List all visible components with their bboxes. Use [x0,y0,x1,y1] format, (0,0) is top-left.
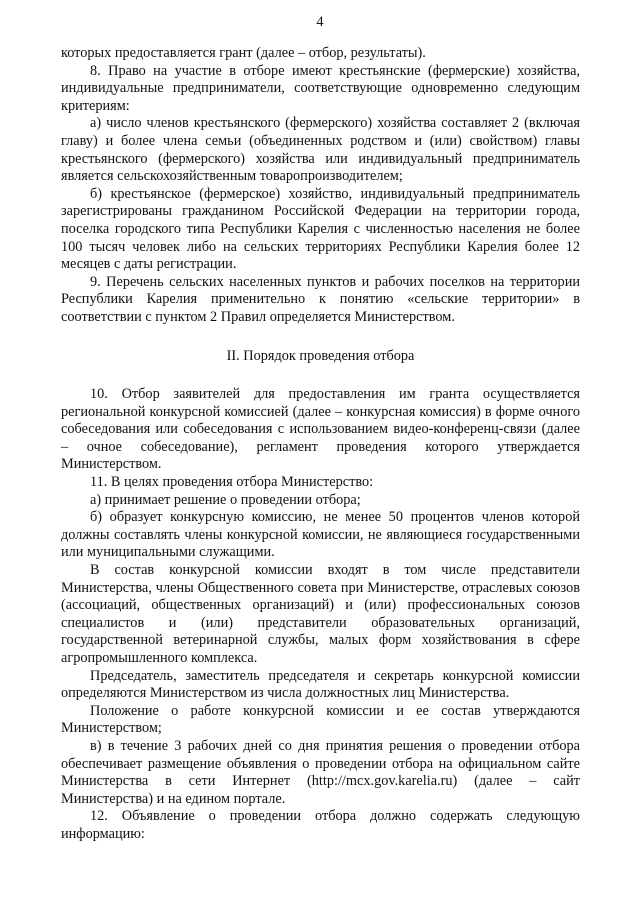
paragraph: Положение о работе конкурсной комиссии и ее состав утверждаются Министерством; [61,702,580,737]
section-heading: II. Порядок проведения отбора [226,347,415,364]
paragraph: б) крестьянское (фермерское) хозяйство, индивидуальный предприниматель зарегистрированы гражданином Российской Федерации на территории города, поселка городского типа Республики Карелия с численностью населения не более 100 тысяч человек либо на сельских территориях Республики Карелия более 12 месяцев с даты регистрации. [61,185,580,273]
paragraph: в) в течение 3 рабочих дней со дня принятия решения о проведении отбора обеспечивает размещение объявления о проведении отбора на официальном сайте Министерства в сети Интернет (http://mcx.gov.karelia.ru) (далее – сайт Министерства) и на едином портале. [61,737,580,807]
paragraph: 10. Отбор заявителей для предоставления им гранта осуществляется региональной конкурсной комиссией (далее – конкурсная комиссия) в форме очного собеседования или собеседования с использованием видео-конференц-связи (далее – очное собеседование), регламент проведения которого утверждается Министерством. [61,386,580,473]
paragraph: 12. Объявление о проведении отбора должно содержать следующую информацию: [61,808,580,842]
paragraph: а) число членов крестьянского (фермерского) хозяйства составляет 2 (включая главу) и более члена семьи (объединенных родством и (или) свойством) главы крестьянского (фермерского) хозяйства или индивидуальный предприниматель является сельскохозяйственным товаропроизводителем; [61,115,580,185]
paragraph: которых предоставляется грант (далее – отбор, результаты). [61,45,426,61]
paragraph: 8. Право на участие в отборе имеют крестьянские (фермерские) хозяйства, индивидуальные предприниматели, соответствующие одновременно следующим критериям: [61,62,580,114]
paragraph: В состав конкурсной комиссии входят в том числе представители Министерства, члены Общественного совета при Министерстве, отраслевых союзов (ассоциаций, общественных организаций) и (или) профессиональных союзов специалистов и (или) представители образовательных организаций, государственной ветеринарной службы, малых форм хозяйствования в сфере агропромышленного комплекса. [61,562,580,666]
paragraph: 9. Перечень сельских населенных пунктов и рабочих поселков на территории Республики Карелия применительно к понятию «сельские территории» в соответствии с пунктом 2 Правил определяется Министерством. [61,273,580,325]
paragraph: а) принимает решение о проведении отбора; [90,491,361,508]
document-body [61,45,580,844]
page-number: 4 [316,14,324,30]
paragraph: Председатель, заместитель председателя и секретарь конкурсной комиссии определяются Министерством из числа должностных лиц Министерства. [61,667,580,702]
paragraph: 11. В целях проведения отбора Министерство: [90,474,374,491]
paragraph: б) образует конкурсную комиссию, не менее 50 процентов членов которой должны составлять члены конкурсной комиссии, не являющиеся государственными или муниципальными служащими. [61,509,580,561]
